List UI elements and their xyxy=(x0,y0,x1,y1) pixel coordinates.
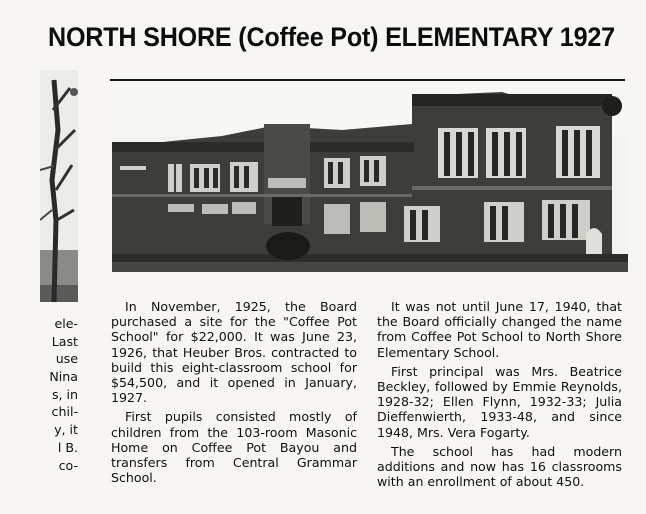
fragment-line: ele- xyxy=(54,316,78,331)
article-paragraph: It was not until June 17, 1940, that the Board officially changed the name from Coffee Pot School to North Shore Elementary School. xyxy=(377,299,622,360)
article-paragraph: In November, 1925, the Board purchased a site for the "Coffee Pot School" for $22,000. It was June 23, 1926, that Heuber Bros. contracted to build this eight-classroom school for $54,500, and it opened in January, 1927. xyxy=(111,299,357,406)
fragment-line: use xyxy=(55,351,78,367)
fragment-line: Nina xyxy=(49,369,78,385)
article-paragraph: First principal was Mrs. Beatrice Beckley, followed by Emmie Reynolds, 1928-32; Ellen Flynn, 1932-33; Julia Dieffenwierth, 1933-48, and since 1948, Mrs. Vera Fogarty. xyxy=(377,363,622,440)
headline-rule xyxy=(110,79,625,81)
article-column-1 xyxy=(111,299,357,489)
article-paragraph: First pupils consisted mostly of children from the 103-room Masonic Home on Coffee Pot Bayou and transfers from Central Grammar School. xyxy=(111,409,357,486)
headline: NORTH SHORE (Coffee Pot) ELEMENTARY 1927 xyxy=(48,22,615,52)
adjacent-article-fragment xyxy=(38,315,78,474)
adjacent-photo-fragment xyxy=(40,70,78,302)
fragment-line: chil- xyxy=(51,404,78,420)
fragment-line: y, it xyxy=(54,422,78,438)
article-paragraph: The school has had modern additions and now has 16 classrooms with an enrollment of about 450. xyxy=(377,443,622,490)
article-column-2 xyxy=(377,299,622,493)
school-building-photo xyxy=(112,86,628,272)
fragment-line: co- xyxy=(58,457,78,473)
fragment-line: s, in xyxy=(51,386,78,402)
fragment-line: l B. xyxy=(57,439,78,455)
fragment-line: Last xyxy=(51,333,78,349)
